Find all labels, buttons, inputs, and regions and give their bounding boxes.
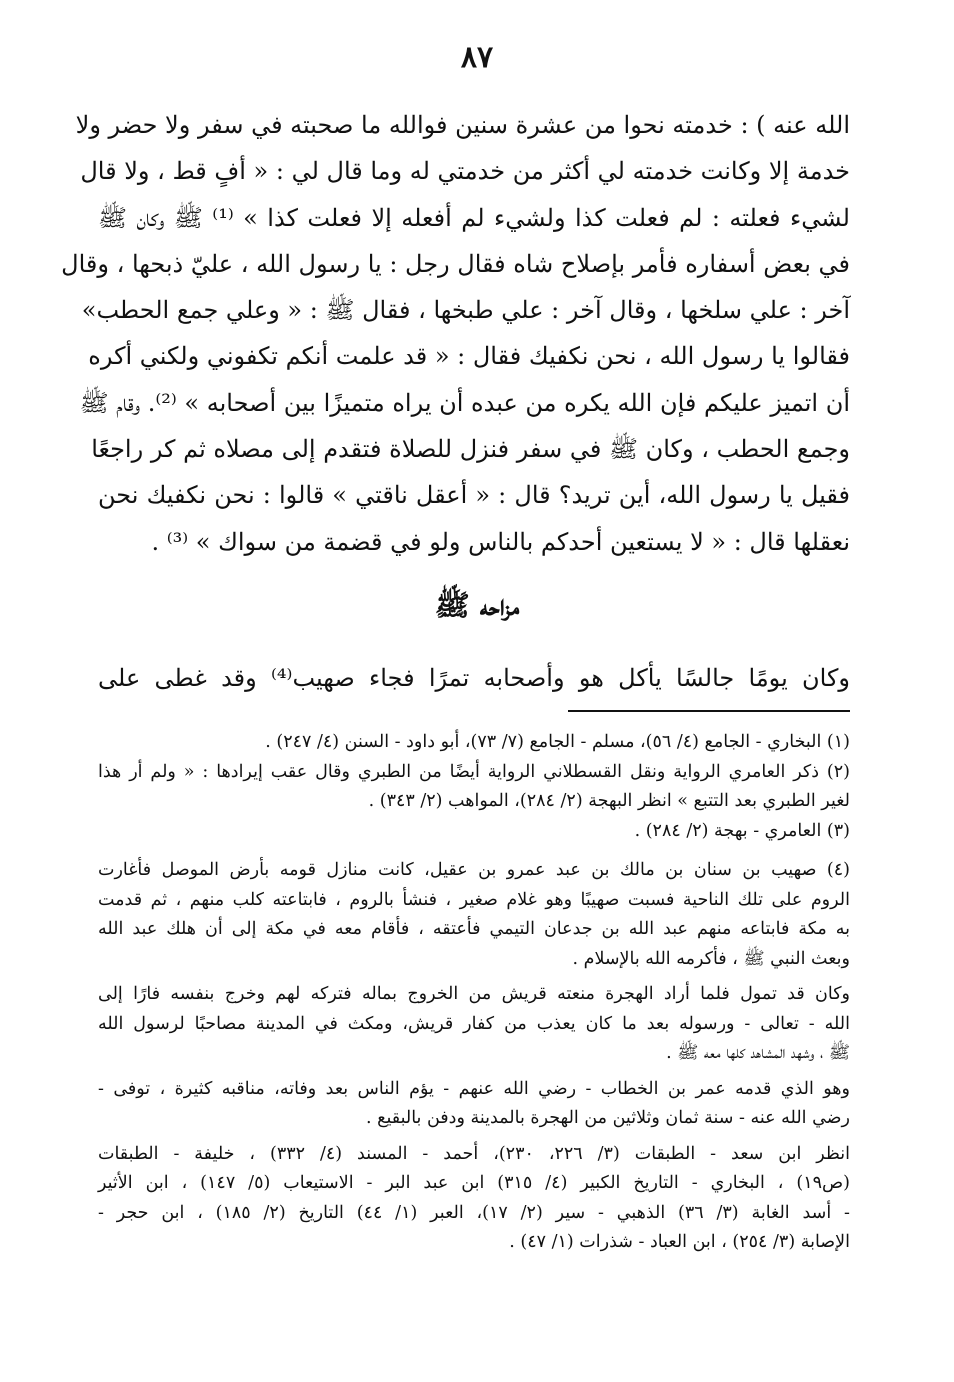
footnote-line: (٤) صهيب بن سنان بن مالك بن عبد عمرو بن عقيل، كانت منازل قومه بأرض الموصل فأغارت <box>98 860 850 880</box>
paragraph-line: وجمع الحطب ، وكان ﷺ في سفر فنزل للصلاة فتقدم إلى مصلاه ثم كر راجعًا <box>91 435 850 464</box>
footnote-4-bio <box>98 856 850 974</box>
paragraph-line: لشيء فعلته : لم فعلت كذا ولشيء لم أفعله إلا فعلت كذا » ⁽¹⁾ ﷺ وكان ﷺ <box>98 203 850 232</box>
footnote-separator <box>568 710 850 712</box>
footnote-line: (٢) ذكر العامري الرواية ونقل القسطلاني الرواية أيضًا من الطبري وقال عقب إيرادها : « ولم أر هذا <box>98 761 850 782</box>
footnote-line: رضي الله عنه - سنة ثمان وثلاثين من الهجرة بالمدينة ودفن بالبقيع . <box>366 1108 850 1128</box>
footnote-line: (ص١٩) ، البخاري - التاريخ الكبير (٤/ ٣١٥) ابن عبد البر - الاستيعاب (٥/ ١٤٧) ، ابن الأثير <box>98 1173 850 1193</box>
footnote-1 <box>98 728 850 758</box>
footnote-3 <box>98 817 850 847</box>
paragraph-line: أن اتميز عليكم فإن الله يكره من عبده أن يراه متميزًا بين أصحابه » ⁽²⁾. وقام ﷺ <box>79 388 850 417</box>
footnote-line: الروم على تلك الناحية فسبت صهيبًا وهو غلام صغير ، فنشأ بالروم ، فابتاعته كلب منهم ، ثم قدمت <box>98 889 850 910</box>
footnote-line: - أسد الغابة (٣/ ٣٦) الذهبي - سير (٢/ ١٧)، العبر (١/ ٤٤) التاريخ (٢/ ١٨٥) ، ابن حجر - <box>98 1202 850 1223</box>
footnote-gap <box>98 846 850 856</box>
footnote-4-hijra <box>98 980 850 1069</box>
paragraph-line: نعقلها قال : « لا يستعين أحدكم بالناس ولو في قضمة من سواك » ⁽³⁾ . <box>151 527 850 556</box>
main-paragraph <box>61 102 850 565</box>
footnote-line: (١) البخاري - الجامع (٤/ ٥٦)، مسلم - الجامع (٧/ ٧٣)، أبو داود - السنن (٤/ ٢٤٧) . <box>265 732 850 752</box>
footnote-4-sources <box>98 1140 850 1258</box>
paragraph-line: الله عنه ) : خدمته نحوا من عشرة سنين فوالله ما صحبته في سفر ولا حضر ولا <box>75 111 850 139</box>
paragraph-line: فقالوا يا رسول الله ، نحن نكفيك فقال : « قد علمت أنكم تكفوني ولكني أكره <box>88 342 850 371</box>
paragraph-line: خدمة إلا وكانت خدمته لي أكثر من خدمتي له وما قال لي : « أفٍ قط ، ولا قال <box>80 157 850 186</box>
footnote-line: وبعث النبي ﷺ ، فأكرمه الله بالإسلام . <box>572 948 850 969</box>
footnote-line: ﷺ ، وشهد المشاهد كلها معه ﷺ . <box>666 1043 850 1063</box>
footnote-line: (٣) العامري - بهجة (٢/ ٢٨٤) . <box>634 820 850 841</box>
footnote-4-death <box>98 1075 850 1134</box>
footnote-line: وهو الذي قدمه عمر بن الخطاب - رضي الله عنهم - يؤم الناس بعد وفاته، مناقبه كثيرة ، توفى - <box>98 1078 850 1099</box>
footnotes <box>98 728 850 1258</box>
paragraph-line: في بعض أسفاره فأمر بإصلاح شاه فقال رجل : يا رسول الله ، عليّ ذبحها ، وقال <box>61 249 850 278</box>
page-number: ٨٧ <box>460 40 494 75</box>
footnote-line: به مكة فابتاعه منهم عبد الله بن جدعان التيمي فأعتقه ، فأقام معه في مكة إلى أن هلك عبد الله <box>98 919 850 939</box>
paragraph-line: فقيل يا رسول الله، أين تريد؟ قال : « أعقل ناقتي » قالوا : نحن نكفيك نحن <box>98 481 850 510</box>
section-first-line: وكان يومًا جالسًا يأكل هو وأصحابه تمرًا فجاء صهيب⁽⁴⁾ وقد غطى على <box>98 664 850 692</box>
footnote-line: الإصابة (٣/ ٢٥٤) ، ابن العباد - شذرات (١/ ٤٧) . <box>509 1232 850 1252</box>
footnote-line: انظر ابن سعد - الطبقات (٣/ ٢٢٦، ٢٣٠)، أحمد - المسند (٤/ ٣٣٢) ، خليفة - الطبقات <box>98 1143 851 1164</box>
footnote-line: الله - تعالى - ورسوله بعد ما كان يعذب من كفار قريش، ومكث في المدينة مصاحبًا لرسول الله <box>98 1013 850 1034</box>
footnote-line: وكان قد تمول فلما أراد الهجرة منعته قريش من الخروج بماله فتركه لهم وخرج بنفسه فارًا إلى <box>98 984 850 1004</box>
paragraph-line: آخر : علي سلخها ، وقال آخر : علي طبخها ، فقال ﷺ : « وعلي جمع الحطب» <box>81 296 850 325</box>
section-heading: مزاحه ﷺ <box>434 588 520 622</box>
footnote-2 <box>98 758 850 817</box>
footnote-line: لغير الطبري بعد التتبع » انظر البهجة (٢/ ٢٨٤)، المواهب (٢/ ٣٤٣) . <box>368 791 850 811</box>
